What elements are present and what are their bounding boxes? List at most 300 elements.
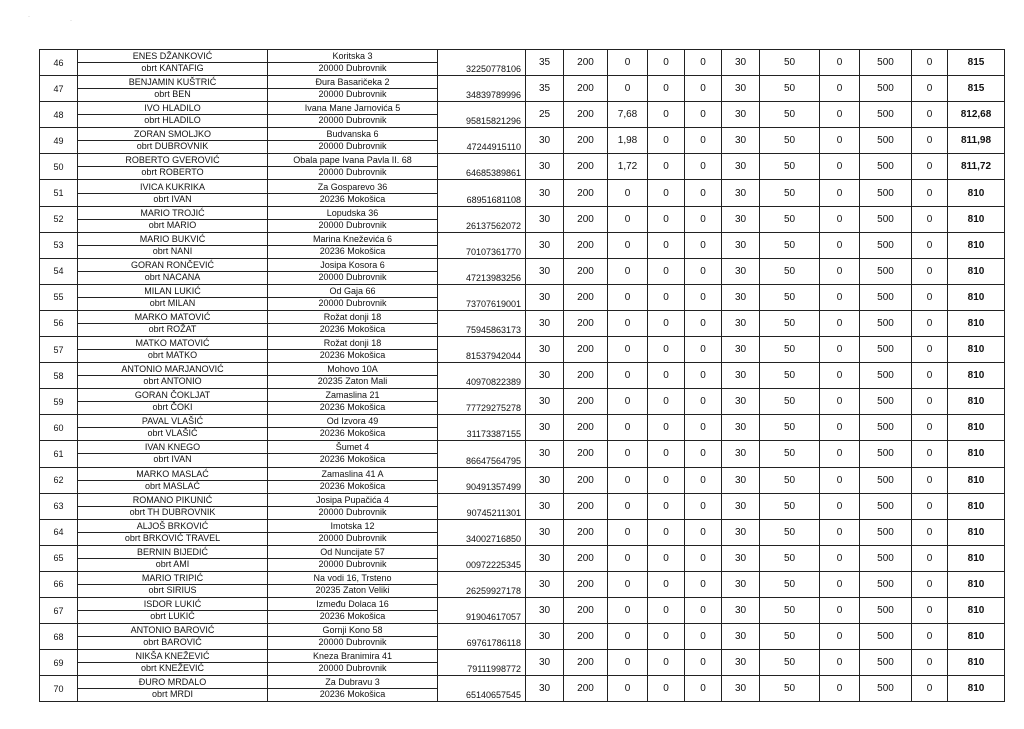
street-address: Zamaslina 21 [268,390,437,402]
city: 20000 Dubrovnik [318,167,387,178]
score-9: 500 [860,519,912,545]
total-score: 810 [948,310,1005,336]
score-1: 30 [526,232,564,258]
applicant-cell [78,284,268,310]
score-2: 200 [564,154,608,180]
oib: 64685389861 [438,154,526,180]
score-10: 0 [912,441,948,467]
address-cell [268,102,438,128]
score-7: 50 [760,102,820,128]
address-cell [268,441,438,467]
oib: 47244915110 [438,128,526,154]
city: 20236 Mokošica [319,689,386,700]
street-address: Lopudska 36 [268,208,437,220]
business-name: obrt BEN [154,89,191,100]
applicant-name: MARKO MATOVIĆ [78,312,267,324]
total-score: 810 [948,415,1005,441]
applicant-name: ZORAN SMOLJKO [78,129,267,141]
score-1: 35 [526,76,564,102]
score-2: 200 [564,389,608,415]
total-score: 815 [948,50,1005,76]
score-7: 50 [760,441,820,467]
total-score: 810 [948,337,1005,363]
applicant-cell [78,128,268,154]
score-2: 200 [564,102,608,128]
score-1: 30 [526,545,564,571]
score-3: 0 [608,50,648,76]
score-7: 50 [760,232,820,258]
score-10: 0 [912,519,948,545]
total-score: 810 [948,363,1005,389]
score-8: 0 [820,441,860,467]
address-cell [268,597,438,623]
business-name: obrt MRDI [151,689,193,700]
applicant-name: MATKO MATOVIĆ [78,338,267,350]
score-10: 0 [912,571,948,597]
address-cell [268,310,438,336]
applicant-cell [78,50,268,76]
score-7: 50 [760,597,820,623]
city: 20235 Zaton Veliki [315,584,390,595]
table-row [40,50,1005,76]
score-2: 200 [564,76,608,102]
score-6: 30 [722,180,760,206]
row-number: 55 [40,284,78,310]
street-address: Šumet 4 [268,442,437,454]
applicant-cell [78,102,268,128]
applicant-cell [78,337,268,363]
address-cell [268,258,438,284]
city: 20236 Mokošica [319,611,386,622]
score-5: 0 [685,389,722,415]
score-2: 200 [564,337,608,363]
score-3: 0 [608,597,648,623]
score-9: 500 [860,180,912,206]
score-5: 0 [685,128,722,154]
score-6: 30 [722,441,760,467]
score-5: 0 [685,519,722,545]
applicant-cell [78,232,268,258]
total-score: 810 [948,624,1005,650]
score-3: 1,98 [608,128,648,154]
score-7: 50 [760,128,820,154]
score-4: 0 [648,519,685,545]
score-9: 500 [860,76,912,102]
city: 20235 Zaton Mali [317,376,388,387]
oib: 26137562072 [438,206,526,232]
row-number: 67 [40,597,78,623]
score-8: 0 [820,571,860,597]
table-row [40,519,1005,545]
score-5: 0 [685,310,722,336]
city: 20000 Dubrovnik [318,297,387,308]
score-2: 200 [564,180,608,206]
score-6: 30 [722,337,760,363]
score-10: 0 [912,180,948,206]
score-2: 200 [564,467,608,493]
applicant-cell [78,519,268,545]
score-10: 0 [912,467,948,493]
table-row [40,571,1005,597]
score-8: 0 [820,232,860,258]
score-8: 0 [820,650,860,676]
score-4: 0 [648,624,685,650]
address-cell [268,676,438,702]
score-4: 0 [648,597,685,623]
score-5: 0 [685,284,722,310]
business-name: obrt ROBERTO [141,167,204,178]
score-7: 50 [760,415,820,441]
row-number: 47 [40,76,78,102]
score-8: 0 [820,597,860,623]
score-6: 30 [722,154,760,180]
score-3: 0 [608,337,648,363]
business-name: obrt IVAN [153,454,192,465]
score-5: 0 [685,545,722,571]
score-1: 30 [526,650,564,676]
score-6: 30 [722,284,760,310]
city: 20000 Dubrovnik [318,271,387,282]
business-name: obrt VLAŠIĆ [147,428,198,439]
score-10: 0 [912,415,948,441]
score-3: 0 [608,206,648,232]
score-3: 0 [608,571,648,597]
row-number: 58 [40,363,78,389]
score-8: 0 [820,676,860,702]
score-4: 0 [648,284,685,310]
score-10: 0 [912,50,948,76]
score-5: 0 [685,467,722,493]
applicant-name: ANTONIO MARJANOVIĆ [78,364,267,376]
score-5: 0 [685,597,722,623]
score-8: 0 [820,128,860,154]
score-10: 0 [912,676,948,702]
business-name: obrt NACANA [144,271,201,282]
business-name: obrt LUKIĆ [150,611,195,622]
score-4: 0 [648,128,685,154]
score-3: 0 [608,232,648,258]
applicant-name: ALJOŠ BRKOVIĆ [78,521,267,533]
business-name: obrt IVAN [153,193,192,204]
score-3: 0 [608,284,648,310]
score-5: 0 [685,624,722,650]
table-row [40,154,1005,180]
score-7: 50 [760,467,820,493]
applicant-cell [78,597,268,623]
address-cell [268,571,438,597]
score-6: 30 [722,519,760,545]
score-5: 0 [685,50,722,76]
score-7: 50 [760,310,820,336]
score-9: 500 [860,493,912,519]
address-cell [268,545,438,571]
applicant-cell [78,545,268,571]
row-number: 54 [40,258,78,284]
score-2: 200 [564,258,608,284]
address-cell [268,519,438,545]
address-cell [268,467,438,493]
street-address: Na vodi 16, Trsteno [268,573,437,585]
score-5: 0 [685,206,722,232]
score-5: 0 [685,650,722,676]
total-score: 810 [948,389,1005,415]
business-name: obrt KANTAFIG [141,63,204,74]
score-6: 30 [722,597,760,623]
business-name: obrt BRKOVIĆ TRAVEL [124,532,221,543]
score-3: 7,68 [608,102,648,128]
score-5: 0 [685,337,722,363]
score-4: 0 [648,493,685,519]
score-4: 0 [648,467,685,493]
table-row [40,493,1005,519]
oib: 68951681108 [438,180,526,206]
score-4: 0 [648,676,685,702]
applicant-cell [78,206,268,232]
oib: 95815821296 [438,102,526,128]
city: 20236 Mokošica [319,428,386,439]
score-4: 0 [648,154,685,180]
table-row [40,441,1005,467]
score-8: 0 [820,389,860,415]
street-address: Ivana Mane Jarnovića 5 [268,103,437,115]
score-2: 200 [564,363,608,389]
score-9: 500 [860,389,912,415]
oib: 91904617057 [438,597,526,623]
applicant-cell [78,441,268,467]
city: 20236 Mokošica [319,350,386,361]
score-7: 50 [760,493,820,519]
applicant-cell [78,676,268,702]
score-3: 0 [608,467,648,493]
street-address: Rožat donji 18 [268,312,437,324]
total-score: 810 [948,676,1005,702]
score-4: 0 [648,50,685,76]
score-8: 0 [820,467,860,493]
score-4: 0 [648,180,685,206]
street-address: Imotska 12 [268,521,437,533]
score-5: 0 [685,258,722,284]
score-7: 50 [760,180,820,206]
score-6: 30 [722,258,760,284]
table-row [40,284,1005,310]
score-4: 0 [648,545,685,571]
business-name: obrt MILAN [149,297,196,308]
score-7: 50 [760,624,820,650]
score-4: 0 [648,389,685,415]
score-2: 200 [564,624,608,650]
score-10: 0 [912,624,948,650]
applicant-cell [78,389,268,415]
score-6: 30 [722,389,760,415]
score-6: 30 [722,102,760,128]
business-name: obrt SIRIUS [148,584,197,595]
address-cell [268,232,438,258]
score-6: 30 [722,493,760,519]
score-8: 0 [820,154,860,180]
total-score: 810 [948,650,1005,676]
applicant-cell [78,76,268,102]
street-address: Za Gosparevo 36 [268,182,437,194]
business-name: obrt ANTONIO [143,376,202,387]
score-9: 500 [860,624,912,650]
score-1: 30 [526,284,564,310]
score-1: 25 [526,102,564,128]
row-number: 70 [40,676,78,702]
score-8: 0 [820,493,860,519]
applicant-cell [78,363,268,389]
score-9: 500 [860,310,912,336]
business-name: obrt NANI [152,245,193,256]
address-cell [268,284,438,310]
score-9: 500 [860,232,912,258]
total-score: 811,72 [948,154,1005,180]
applicant-name: BENJAMIN KUŠTRIĆ [78,77,267,89]
city: 20000 Dubrovnik [318,89,387,100]
score-1: 35 [526,50,564,76]
table-row [40,597,1005,623]
business-name: obrt KNEŽEVIĆ [140,663,205,674]
score-3: 0 [608,180,648,206]
score-9: 500 [860,258,912,284]
city: 20000 Dubrovnik [318,63,387,74]
score-6: 30 [722,363,760,389]
table-row [40,545,1005,571]
business-name: obrt ČOKI [152,402,193,413]
applicant-name: MARIO TROJIĆ [78,208,267,220]
score-3: 0 [608,310,648,336]
row-number: 49 [40,128,78,154]
score-1: 30 [526,128,564,154]
score-8: 0 [820,545,860,571]
score-9: 500 [860,363,912,389]
row-number: 52 [40,206,78,232]
table-row [40,128,1005,154]
applicant-name: ĐURO MRDALO [78,677,267,689]
score-6: 30 [722,206,760,232]
score-2: 200 [564,206,608,232]
score-1: 30 [526,676,564,702]
oib: 73707619001 [438,284,526,310]
row-number: 65 [40,545,78,571]
score-10: 0 [912,232,948,258]
row-number: 51 [40,180,78,206]
score-2: 200 [564,310,608,336]
score-3: 0 [608,493,648,519]
score-6: 30 [722,467,760,493]
street-address: Koritska 3 [268,51,437,63]
score-9: 500 [860,597,912,623]
scan-mark: · [70,18,72,24]
total-score: 810 [948,232,1005,258]
score-7: 50 [760,258,820,284]
business-name: obrt ROŽAT [148,323,197,334]
score-3: 0 [608,676,648,702]
street-address: Zamaslina 41 A [268,469,437,481]
applicant-name: IVAN KNEGO [78,442,267,454]
table-row [40,624,1005,650]
row-number: 62 [40,467,78,493]
address-cell [268,493,438,519]
row-number: 56 [40,310,78,336]
score-5: 0 [685,102,722,128]
score-7: 50 [760,206,820,232]
score-10: 0 [912,337,948,363]
score-5: 0 [685,441,722,467]
applicant-name: GORAN RONČEVIĆ [78,260,267,272]
score-7: 50 [760,337,820,363]
score-9: 500 [860,571,912,597]
city: 20236 Mokošica [319,193,386,204]
score-7: 50 [760,676,820,702]
score-4: 0 [648,310,685,336]
score-7: 50 [760,363,820,389]
score-5: 0 [685,571,722,597]
city: 20000 Dubrovnik [318,115,387,126]
table-row [40,337,1005,363]
street-address: Obala pape Ivana Pavla II. 68 [268,155,437,167]
score-9: 500 [860,50,912,76]
total-score: 810 [948,258,1005,284]
table-row [40,363,1005,389]
score-3: 0 [608,545,648,571]
score-1: 30 [526,389,564,415]
address-cell [268,363,438,389]
applicant-cell [78,571,268,597]
score-2: 200 [564,284,608,310]
score-8: 0 [820,76,860,102]
score-6: 30 [722,50,760,76]
score-2: 200 [564,597,608,623]
score-8: 0 [820,624,860,650]
score-6: 30 [722,676,760,702]
score-5: 0 [685,493,722,519]
score-7: 50 [760,389,820,415]
score-6: 30 [722,76,760,102]
score-10: 0 [912,363,948,389]
total-score: 810 [948,597,1005,623]
business-name: obrt TH DUBROVNIK [129,506,216,517]
score-10: 0 [912,310,948,336]
applicant-name: MARIO TRIPIĆ [78,573,267,585]
score-8: 0 [820,310,860,336]
row-number: 53 [40,232,78,258]
score-10: 0 [912,284,948,310]
total-score: 810 [948,519,1005,545]
street-address: Rožat donji 18 [268,338,437,350]
row-number: 57 [40,337,78,363]
score-2: 200 [564,441,608,467]
score-2: 200 [564,519,608,545]
row-number: 69 [40,650,78,676]
score-1: 30 [526,206,564,232]
applicant-cell [78,493,268,519]
score-10: 0 [912,258,948,284]
street-address: Za Dubravu 3 [268,677,437,689]
score-9: 500 [860,284,912,310]
city: 20236 Mokošica [319,245,386,256]
score-6: 30 [722,310,760,336]
street-address: Od Nuncijate 57 [268,547,437,559]
score-2: 200 [564,650,608,676]
score-9: 500 [860,102,912,128]
score-3: 0 [608,389,648,415]
applicant-name: IVICA KUKRIKA [78,182,267,194]
score-5: 0 [685,676,722,702]
score-3: 0 [608,258,648,284]
table-row [40,467,1005,493]
score-4: 0 [648,206,685,232]
oib: 65140657545 [438,676,526,702]
